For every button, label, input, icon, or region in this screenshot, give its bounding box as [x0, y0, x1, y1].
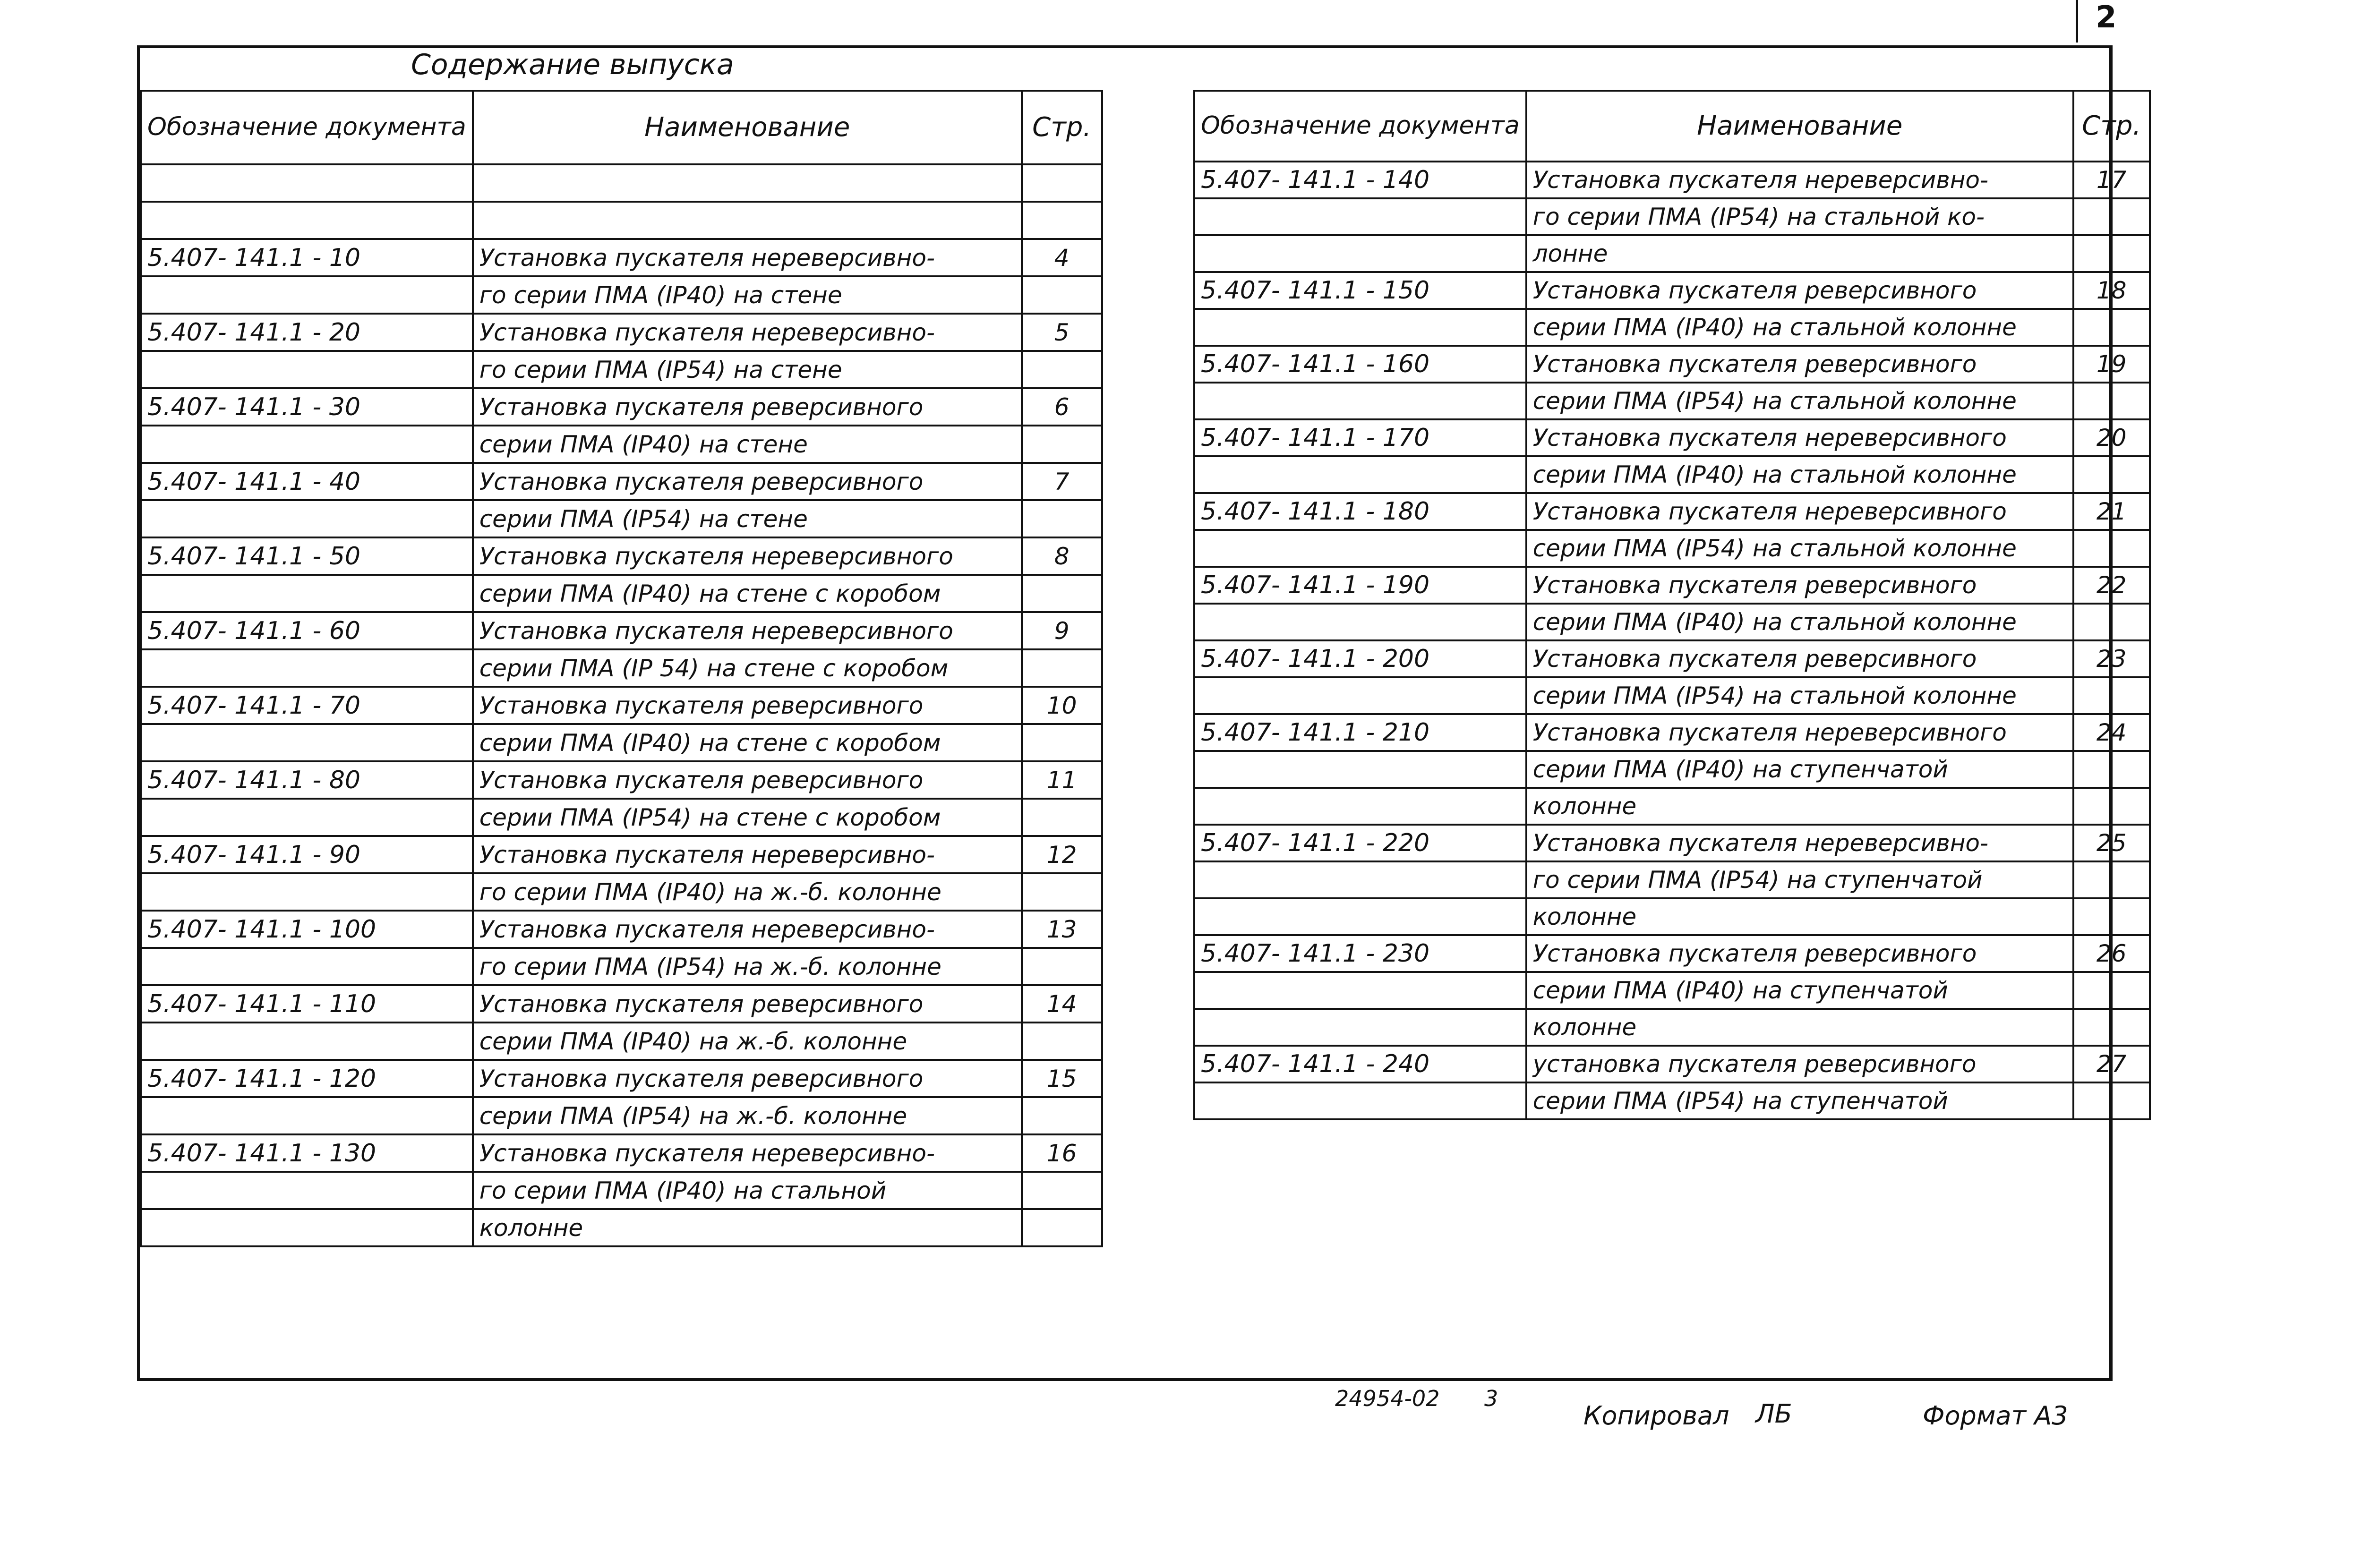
document-name: Установка пускателя нереверсивно- [1526, 162, 2073, 198]
table-row [1194, 640, 2150, 677]
document-name: серии ПМА (IP40) на стене [473, 426, 1022, 463]
table-row [141, 276, 1102, 314]
page-number: 6 [1022, 388, 1102, 426]
format-label: Формат А3 [1923, 1401, 2068, 1431]
page-number [1022, 164, 1102, 202]
document-name [473, 164, 1022, 202]
page-number [2073, 898, 2150, 935]
page-number [2073, 972, 2150, 1009]
document-name: Установка пускателя реверсивного [473, 985, 1022, 1023]
document-name: серии ПМА (IP54) на стальной колонне [1526, 677, 2073, 714]
page-number [1022, 649, 1102, 687]
document-name: Установка пускателя нереверсивно- [473, 911, 1022, 948]
table-row [1194, 861, 2150, 898]
document-code: 5.407- 141.1 - 70 [141, 687, 473, 724]
footer-page-number: 3 [1484, 1386, 1498, 1411]
table-row [1194, 751, 2150, 788]
copied-label: Копировал [1583, 1401, 1729, 1431]
document-code [1194, 235, 1526, 272]
document-name: лонне [1526, 235, 2073, 272]
page-number [1022, 276, 1102, 314]
table-row [141, 388, 1102, 426]
page-number: 18 [2073, 272, 2150, 309]
document-code: 5.407- 141.1 - 80 [141, 761, 473, 799]
table-row [141, 1097, 1102, 1134]
table-row [141, 948, 1102, 985]
table-row [141, 314, 1102, 351]
document-name: Установка пускателя реверсивного [473, 463, 1022, 500]
table-row [141, 985, 1102, 1023]
page-number [2073, 861, 2150, 898]
document-name: Установка пускателя нереверсивного [473, 537, 1022, 575]
document-code [1194, 383, 1526, 419]
page-number: 27 [2073, 1046, 2150, 1082]
table-row [1194, 898, 2150, 935]
document-name: серии ПМА (IP 54) на стене с коробом [473, 649, 1022, 687]
copier-signature: ЛБ [1755, 1399, 1792, 1429]
document-code: 5.407- 141.1 - 20 [141, 314, 473, 351]
page-number: 23 [2073, 640, 2150, 677]
page-number: 8 [1022, 537, 1102, 575]
page-number: 10 [1022, 687, 1102, 724]
document-code: 5.407- 141.1 - 210 [1194, 714, 1526, 751]
table-row [141, 239, 1102, 276]
page-number: 16 [1022, 1134, 1102, 1172]
document-name: серии ПМА (IP54) на стальной колонне [1526, 530, 2073, 567]
document-name: серии ПМА (IP40) на стальной колонне [1526, 309, 2073, 346]
document-name: серии ПМА (IP54) на ж.-б. колонне [473, 1097, 1022, 1134]
page-number [2073, 1082, 2150, 1119]
document-name: серии ПМА (IP40) на ступенчатой [1526, 751, 2073, 788]
table-row [1194, 935, 2150, 972]
document-code: 5.407- 141.1 - 160 [1194, 346, 1526, 383]
document-name: Установка пускателя реверсивного [473, 1060, 1022, 1097]
document-code [141, 202, 473, 239]
page-number [2073, 751, 2150, 788]
document-code: 5.407- 141.1 - 140 [1194, 162, 1526, 198]
table-row [1194, 825, 2150, 861]
table-row [141, 1134, 1102, 1172]
page-number: 22 [2073, 567, 2150, 604]
document-name: Установка пускателя нереверсивно- [1526, 825, 2073, 861]
table-row [1194, 272, 2150, 309]
page-number: 11 [1022, 761, 1102, 799]
document-name: серии ПМА (IP40) на стальной колонне [1526, 456, 2073, 493]
table-row [1194, 972, 2150, 1009]
table-row [141, 426, 1102, 463]
document-code [1194, 751, 1526, 788]
document-code [1194, 788, 1526, 825]
header-name: Наименование [1526, 91, 2073, 162]
page-number [2073, 198, 2150, 235]
table-row [141, 575, 1102, 612]
document-code: 5.407- 141.1 - 50 [141, 537, 473, 575]
document-code: 5.407- 141.1 - 200 [1194, 640, 1526, 677]
document-name: колонне [1526, 788, 2073, 825]
page-number [2073, 456, 2150, 493]
page-number [2073, 530, 2150, 567]
table-row [1194, 419, 2150, 456]
table-row [141, 1209, 1102, 1246]
document-code [1194, 456, 1526, 493]
table-row [1194, 714, 2150, 751]
table-row [1194, 604, 2150, 640]
document-code [141, 724, 473, 761]
table-row [141, 873, 1102, 911]
table-row [141, 164, 1102, 202]
page-number [2073, 788, 2150, 825]
table-row [141, 612, 1102, 649]
header-designation: Обозначение документа [141, 91, 473, 164]
page-number [1022, 799, 1102, 836]
document-code: 5.407- 141.1 - 150 [1194, 272, 1526, 309]
document-code [1194, 898, 1526, 935]
document-name: серии ПМА (IP40) на ступенчатой [1526, 972, 2073, 1009]
document-name: го серии ПМА (IP54) на стене [473, 351, 1022, 388]
document-name: Установка пускателя нереверсивного [1526, 493, 2073, 530]
table-row [141, 649, 1102, 687]
document-code: 5.407- 141.1 - 220 [1194, 825, 1526, 861]
document-name: колонне [473, 1209, 1022, 1246]
page-number [2073, 309, 2150, 346]
header-designation: Обозначение документа [1194, 91, 1526, 162]
document-name: серии ПМА (IP40) на стене с коробом [473, 724, 1022, 761]
document-code [1194, 198, 1526, 235]
document-code [141, 1097, 473, 1134]
document-code: 5.407- 141.1 - 230 [1194, 935, 1526, 972]
document-name: Установка пускателя реверсивного [473, 761, 1022, 799]
document-code [141, 276, 473, 314]
document-code: 5.407- 141.1 - 90 [141, 836, 473, 873]
table-row [141, 537, 1102, 575]
document-code [141, 873, 473, 911]
document-name: Установка пускателя реверсивного [473, 687, 1022, 724]
contents-table-left [140, 90, 1103, 1247]
page-number: 20 [2073, 419, 2150, 456]
document-code: 5.407- 141.1 - 10 [141, 239, 473, 276]
table-row [1194, 530, 2150, 567]
page-number [1022, 575, 1102, 612]
document-code [141, 1209, 473, 1246]
document-code [141, 351, 473, 388]
page-number: 4 [1022, 239, 1102, 276]
document-code [1194, 309, 1526, 346]
document-name: Установка пускателя реверсивного [1526, 567, 2073, 604]
document-code [141, 948, 473, 985]
table-row [141, 687, 1102, 724]
document-name: Установка пускателя реверсивного [1526, 935, 2073, 972]
table-row [1194, 493, 2150, 530]
table-row [1194, 677, 2150, 714]
document-name: го серии ПМА (IP40) на стальной [473, 1172, 1022, 1209]
page-number [1022, 873, 1102, 911]
document-name: го серии ПМА (IP54) на стальной ко- [1526, 198, 2073, 235]
page-number [1022, 1172, 1102, 1209]
page-number: 19 [2073, 346, 2150, 383]
page-number [2073, 677, 2150, 714]
page-number: 25 [2073, 825, 2150, 861]
document-name: Установка пускателя нереверсивно- [473, 836, 1022, 873]
document-code [141, 1172, 473, 1209]
table-row [141, 1060, 1102, 1097]
document-code [141, 164, 473, 202]
document-name: серии ПМА (IP40) на ж.-б. колонне [473, 1023, 1022, 1060]
page-number [1022, 351, 1102, 388]
document-name: Установка пускателя нереверсивно- [473, 1134, 1022, 1172]
document-name: Установка пускателя реверсивного [1526, 640, 2073, 677]
document-name [473, 202, 1022, 239]
header-page: Стр. [2073, 91, 2150, 162]
sheet-number: 2 [2096, 0, 2117, 35]
document-name: серии ПМА (IP40) на стене с коробом [473, 575, 1022, 612]
page-number: 26 [2073, 935, 2150, 972]
document-code: 5.407- 141.1 - 60 [141, 612, 473, 649]
table-row [1194, 309, 2150, 346]
table-row [141, 1023, 1102, 1060]
page-number [1022, 948, 1102, 985]
table-row [141, 1172, 1102, 1209]
document-name: Установка пускателя нереверсивно- [473, 239, 1022, 276]
page-number [2073, 235, 2150, 272]
document-name: колонне [1526, 898, 2073, 935]
document-code: 5.407- 141.1 - 30 [141, 388, 473, 426]
page-number [1022, 426, 1102, 463]
document-name: го серии ПМА (IP54) на ж.-б. колонне [473, 948, 1022, 985]
document-code: 5.407- 141.1 - 120 [141, 1060, 473, 1097]
table-row [141, 911, 1102, 948]
document-code [141, 1023, 473, 1060]
table-row [141, 799, 1102, 836]
contents-table-right [1193, 90, 2151, 1120]
document-code [1194, 677, 1526, 714]
document-code [1194, 530, 1526, 567]
document-code: 5.407- 141.1 - 180 [1194, 493, 1526, 530]
page-number: 21 [2073, 493, 2150, 530]
table-row [141, 463, 1102, 500]
document-code [141, 575, 473, 612]
page-number: 14 [1022, 985, 1102, 1023]
page-number: 5 [1022, 314, 1102, 351]
table-row [141, 202, 1102, 239]
document-code [141, 649, 473, 687]
page-number: 13 [1022, 911, 1102, 948]
document-code: 5.407- 141.1 - 110 [141, 985, 473, 1023]
page-number [1022, 500, 1102, 537]
page-number: 12 [1022, 836, 1102, 873]
table-row [1194, 198, 2150, 235]
document-code: 5.407- 141.1 - 40 [141, 463, 473, 500]
document-code: 5.407- 141.1 - 190 [1194, 567, 1526, 604]
document-code [1194, 1009, 1526, 1046]
document-name: серии ПМА (IP54) на стене с коробом [473, 799, 1022, 836]
header-name: Наименование [473, 91, 1022, 164]
document-name: серии ПМА (IP40) на стальной колонне [1526, 604, 2073, 640]
document-name: го серии ПМА (IP54) на ступенчатой [1526, 861, 2073, 898]
document-name: Установка пускателя нереверсивного [1526, 714, 2073, 751]
table-row [1194, 1046, 2150, 1082]
document-code [1194, 972, 1526, 1009]
page-number: 9 [1022, 612, 1102, 649]
inventory-number: 24954-02 [1335, 1386, 1440, 1411]
document-name: го серии ПМА (IP40) на стене [473, 276, 1022, 314]
table-row [141, 500, 1102, 537]
table-row [1194, 162, 2150, 198]
page-number [1022, 1023, 1102, 1060]
document-name: серии ПМА (IP54) на стальной колонне [1526, 383, 2073, 419]
page-number [1022, 724, 1102, 761]
document-name: колонне [1526, 1009, 2073, 1046]
table-row [1194, 1082, 2150, 1119]
document-name: Установка пускателя реверсивного [473, 388, 1022, 426]
table-row [1194, 235, 2150, 272]
page-number: 15 [1022, 1060, 1102, 1097]
table-row [141, 351, 1102, 388]
table-row [1194, 346, 2150, 383]
document-name: Установка пускателя реверсивного [1526, 272, 2073, 309]
document-code [141, 426, 473, 463]
document-name: Установка пускателя реверсивного [1526, 346, 2073, 383]
document-name: серии ПМА (IP54) на стене [473, 500, 1022, 537]
page-number [1022, 202, 1102, 239]
document-name: Установка пускателя нереверсивного [473, 612, 1022, 649]
document-name: серии ПМА (IP54) на ступенчатой [1526, 1082, 2073, 1119]
header-page: Стр. [1022, 91, 1102, 164]
document-code: 5.407- 141.1 - 170 [1194, 419, 1526, 456]
document-code [1194, 1082, 1526, 1119]
document-code [1194, 604, 1526, 640]
document-name: го серии ПМА (IP40) на ж.-б. колонне [473, 873, 1022, 911]
page-number: 7 [1022, 463, 1102, 500]
page-number [2073, 1009, 2150, 1046]
page-number [2073, 604, 2150, 640]
page-title: Содержание выпуска [411, 48, 734, 81]
document-name: установка пускателя реверсивного [1526, 1046, 2073, 1082]
page-number [2073, 383, 2150, 419]
table-row [141, 836, 1102, 873]
page-number [1022, 1097, 1102, 1134]
table-row [1194, 567, 2150, 604]
table-row [1194, 383, 2150, 419]
table-row [141, 761, 1102, 799]
document-name: Установка пускателя нереверсивного [1526, 419, 2073, 456]
table-row [1194, 456, 2150, 493]
document-code: 5.407- 141.1 - 240 [1194, 1046, 1526, 1082]
document-code [141, 500, 473, 537]
document-name: Установка пускателя нереверсивно- [473, 314, 1022, 351]
page-number: 24 [2073, 714, 2150, 751]
table-row [1194, 788, 2150, 825]
document-code [1194, 861, 1526, 898]
table-row [1194, 1009, 2150, 1046]
document-code [141, 799, 473, 836]
page-number: 17 [2073, 162, 2150, 198]
document-code: 5.407- 141.1 - 100 [141, 911, 473, 948]
table-row [141, 724, 1102, 761]
page-number [1022, 1209, 1102, 1246]
document-code: 5.407- 141.1 - 130 [141, 1134, 473, 1172]
